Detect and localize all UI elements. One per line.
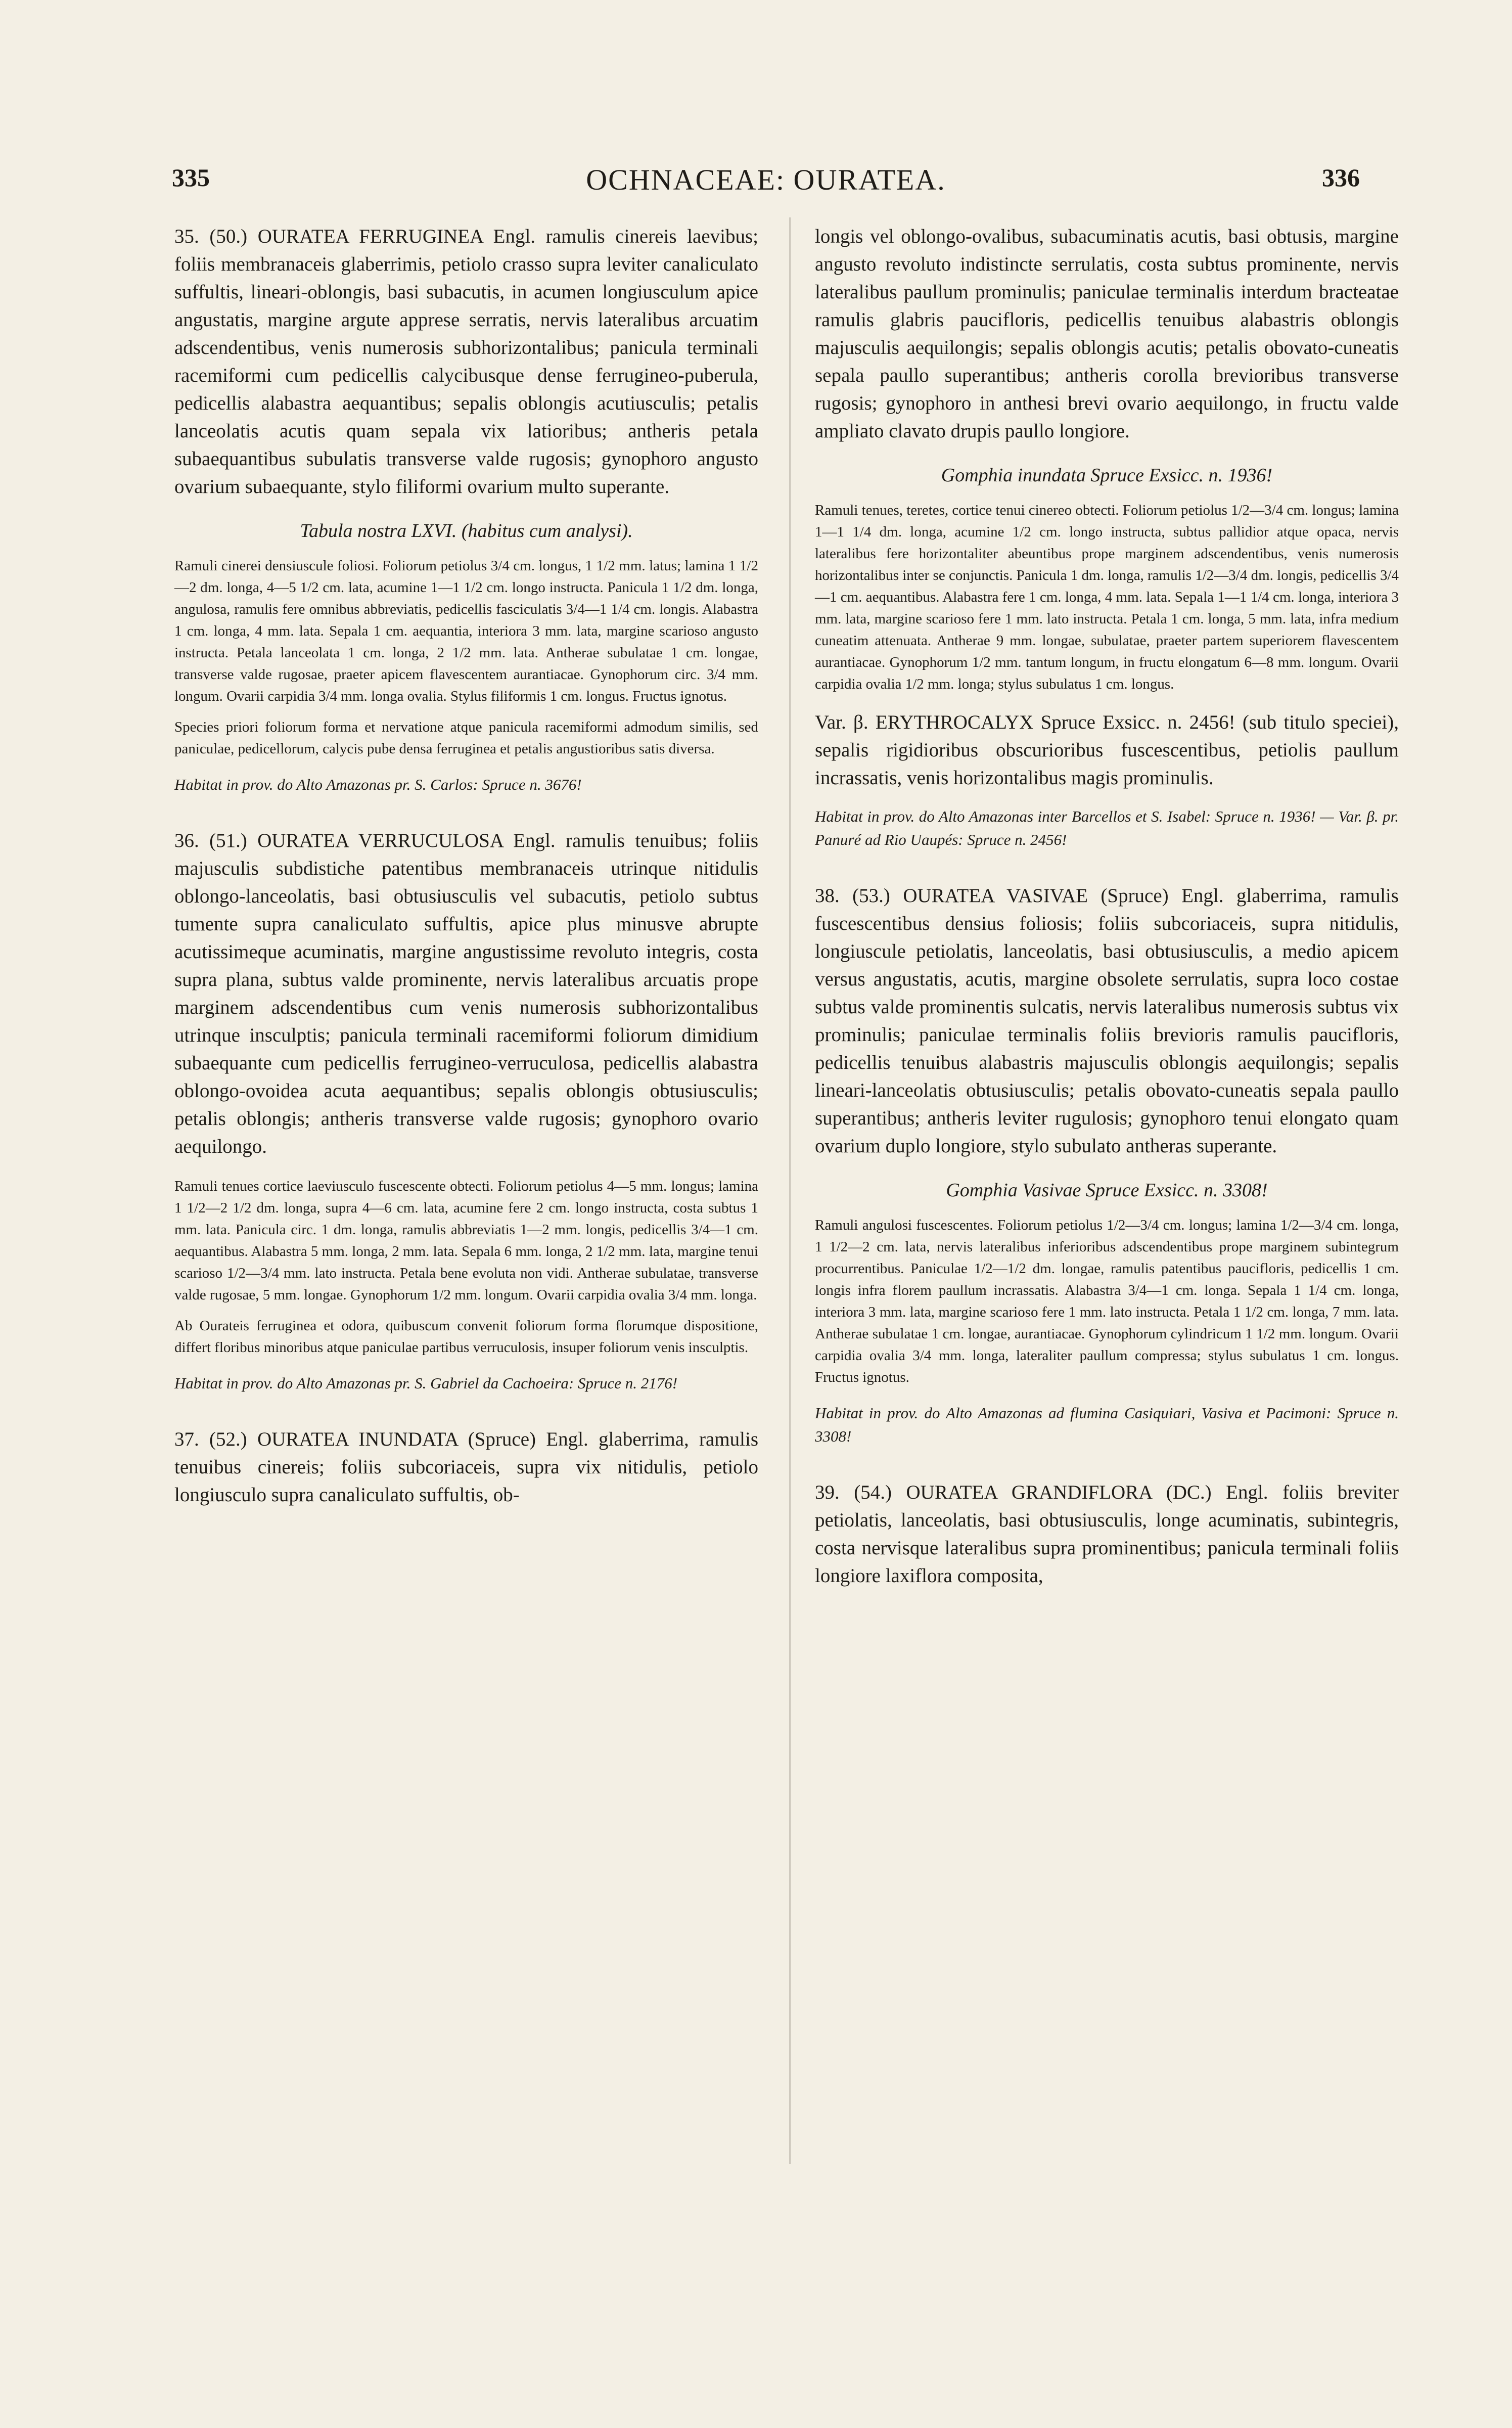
entry-38-reference: Gomphia Vasivae Spruce Exsicc. n. 3308!	[946, 1180, 1268, 1201]
left-column	[174, 222, 758, 1539]
right-column	[815, 222, 1399, 1620]
entry-35-heading: 35. (50.) OURATEA FERRUGINEA Engl.	[174, 226, 536, 247]
entry-35-description: ramulis cinereis laevibus; foliis membranaceis glaberrimis, petiolo crasso supra leviter canaliculato suffultis, lineari-oblongis, basi subacutis, in acumen longiusculum apice angustatis, margine argute apprese serratis, nervis lateralibus arcuatim adscendentibus, venis numerosis subhorizontalibus; panicula terminali racemiformi cum pedicellis calycibusque dense ferrugineo-puberula, pedicellis alabastra aequantibus; sepalis oblongis acutiusculis; petalis lanceolatis acutis quam sepala vix latioribus; antheris petala subaequantibus subulatis transverse valde rugosis; gynophoro angusto ovarium subaequante, stylo filiformi ovarium multo superante.	[174, 226, 758, 498]
entry-39-body	[815, 1478, 1399, 1590]
entry-37-variety: Var. β. ERYTHROCALYX Spruce Exsicc. n. 2456! (sub titulo speciei), sepalis rigidioribus obscurioribus fuscescentibus, petiolis paullum incrassatis, venis horizontalibus magis prominulis.	[815, 711, 1399, 789]
page-header	[172, 163, 1360, 208]
entry-37-reference: Gomphia inundata Spruce Exsicc. n. 1936!	[941, 465, 1273, 486]
entry-39-heading: 39. (54.) OURATEA GRANDIFLORA (DC.) Engl.	[815, 1481, 1268, 1503]
entry-35-habitat: Habitat in prov. do Alto Amazonas pr. S. Carlos: Spruce n. 3676!	[174, 776, 582, 793]
entry-36-description: ramulis tenuibus; foliis majusculis subdistiche patentibus membranaceis utrinque nitidulis oblongo-lanceolatis, basi obtusiusculis vel subacutis, petiolo subtus tumente supra canaliculato suffultis, apice plus minusve abrupte acutissimeque acuminatis, margine angustissime revoluto integris, costa supra plana, subtus valde prominente, nervis lateralibus arcuatis prope marginem adscendentibus cum venis numerosis subhorizontalibus utrinque insculptis; panicula terminali racemiformi foliorum dimidium subaequante cum pedicellis ferrugineo-verruculosa, pedicellis alabastra oblongo-ovoidea acuta aequantibus; sepalis oblongis obtusiusculis; petalis oblongis; antheris transverse valde rugosis; gynophoro ovario aequilongo.	[174, 830, 758, 1157]
entry-37-measurements: Ramuli tenues, teretes, cortice tenui cinereo obtecti. Foliorum petiolus 1/2—3/4 cm. longus; lamina 1—1 1/4 dm. longa, acumine 1/2 cm. longo instructa, subtus pallidior atque opaca, nervis lateralibus fere horizontaliter abeuntibus prope marginem adscendentibus, venis numerosis horizontalibus inter se conjunctis. Panicula 1 dm. longa, ramulis 1/2—3/4 dm. longis, pedicellis 3/4—1 cm. aequantibus. Alabastra fere 1 cm. longa, 4 mm. lata. Sepala 1—1 1/4 cm. longa, interiora 3 mm. lata, margine scarioso fere 1 mm. lato instructa. Petala 1 cm. longa, 5 mm. lata, infra medium cuneatim attenuata. Antherae 9 mm. longae, subulatae, praeter partem superiorem flavescentem aurantiacae. Gynophorum 1/2 mm. tantum longum, in fructu elongatum 6—8 mm. longum. Ovarii carpidia ovalia 1/2 mm. longa; stylus subulatus 1 cm. longus.	[815, 502, 1399, 692]
column-divider	[790, 217, 791, 2164]
entry-37-ouratea-inundata	[174, 1425, 758, 1509]
entry-37-description: glaberrima, ramulis tenuibus cinereis; foliis subcoriaceis, supra vix nitidulis, petiolo longiusculo supra canaliculato suffultis, ob-	[174, 1428, 758, 1506]
entry-35-tabula: Tabula nostra LXVI. (habitus cum analysi).	[300, 520, 633, 542]
entry-38-measurements: Ramuli angulosi fuscescentes. Foliorum petiolus 1/2—3/4 cm. longus; lamina 1/2—3/4 cm. longa, 1 1/2—2 cm. lata, nervis lateralibus inferioribus adscendentibus prope marginem subintegrum procurrentibus. Paniculae 1/2—1/2 dm. longae, ramulis patentibus paucifloris, pedicellis 1 cm. longis infra florem paullum incrassatis. Alabastra 3/4—1 cm. longa. Sepala 1 1/4 cm. longa, interiora 3 mm. lata, margine scarioso fere 1 mm. lato instructa. Petala 1 1/2 cm. longa, 7 mm. lata. Antherae subulatae 1 cm. longae, aurantiacae. Gynophorum cylindricum 1 1/2 mm. longum. Ovarii carpidia ovalia 3/4 mm. longa, lateraliter paullum compressa; stylus subulatus 1 cm. longus. Fructus ignotus.	[815, 1217, 1399, 1385]
entry-36-measurements: Ramuli tenues cortice laeviusculo fuscescente obtecti. Foliorum petiolus 4—5 mm. longus; lamina 1 1/2—2 1/2 dm. longa, supra 4—6 cm. lata, acumine fere 2 cm. longo instructa, costa subtus 1 mm. lata. Panicula circ. 1 dm. longa, ramulis abbreviatis 1—2 mm. longis, pedicellis 3/4—1 cm. aequantibus. Alabastra 5 mm. longa, 2 mm. lata. Sepala 6 mm. longa, 2 1/2 mm. lata, margine tenui scarioso 1/2—3/4 mm. lato instructa. Petala bene evoluta non vidi. Antherae subulatae, transverse valde rugosae, 5 mm. longae. Gynophorum 1/2 mm. longum. Ovarii carpidia ovalia 3/4 mm. longa.	[174, 1178, 758, 1303]
entry-39-description: foliis breviter petiolatis, lanceolatis, basi obtusiusculis, longe acuminatis, subintegris, costa nervisque lateralibus supra prominentibus; panicula terminali foliis longiore laxiflora composita,	[815, 1481, 1399, 1587]
entry-37-continued	[815, 222, 1399, 851]
entry-38-description: glaberrima, ramulis fuscescentibus densius foliosis; foliis subcoriaceis, supra nitidulis, longiuscule petiolatis, lanceolatis, basi obtusiusculis, a medio apicem versus angustatis, acutis, margine obsolete serrulatis, supra loco costae subtus valde prominentis sulcatis, nervis lateralibus numerosis subtus vix prominulis; paniculae terminalis foliis brevioris ramulis paucifloris, pedicellis tenuibus alabastris majusculis oblongis aequilongis; sepalis lineari-lanceolatis obtusiusculis; petalis obovato-cuneatis sepala paullo superantibus; antheris leviter rugulosis; gynophoro tenui elongato quam ovarium duplo longiore, stylo subulato antheras superante.	[815, 885, 1399, 1157]
entry-36-heading: 36. (51.) OURATEA VERRUCULOSA Engl.	[174, 830, 556, 851]
entry-35-body	[174, 222, 758, 501]
running-title: OCHNACEAE: OURATEA.	[586, 163, 946, 196]
entry-36-note: Ab Ourateis ferruginea et odora, quibuscum convenit foliorum forma florumque dispositione, differt floribus minoribus atque paniculae partibus verruculosis, insuper foliorum venis insculptis.	[174, 1318, 758, 1356]
entry-37-heading: 37. (52.) OURATEA INUNDATA (Spruce) Engl.	[174, 1428, 588, 1450]
entry-38-heading: 38. (53.) OURATEA VASIVAE (Spruce) Engl.	[815, 885, 1224, 907]
entry-35-note: Species priori foliorum forma et nervatione atque panicula racemiformi admodum similis, sed paniculae, pedicellorum, calycis pube densa ferruginea et petalis angustioribus satis diversa.	[174, 719, 758, 757]
entry-37-body	[174, 1425, 758, 1509]
entry-36-ouratea-verruculosa	[174, 827, 758, 1395]
entry-38-body	[815, 882, 1399, 1160]
entry-35-ouratea-ferruginea	[174, 222, 758, 796]
page-number-left: 335	[172, 163, 210, 192]
entry-36-body	[174, 827, 758, 1160]
entry-37-description-continued: longis vel oblongo-ovalibus, subacuminatis acutis, basi obtusis, margine angusto revoluto indistincte serrulatis, costa subtus prominente, nervis lateralibus paullum prominulis; paniculae terminalis interdum bracteatae ramulis glabris paucifloris, pedicellis tenuibus alabastris oblongis majusculis aequilongis; sepalis oblongis acutis; petalis obovato-cuneatis sepala paullo superantibus; antheris corolla brevioribus transverse rugosis; gynophoro in anthesi brevi ovario aequilongo, in fructu valde ampliato clavato drupis paullo longiore.	[815, 226, 1399, 442]
page-number-right: 336	[1322, 163, 1360, 192]
entry-38-ouratea-vasivae	[815, 882, 1399, 1448]
entry-38-habitat: Habitat in prov. do Alto Amazonas ad flumina Casiquiari, Vasiva et Pacimoni: Spruce n. 3308!	[815, 1404, 1399, 1445]
entry-39-ouratea-grandiflora	[815, 1478, 1399, 1590]
entry-35-measurements: Ramuli cinerei densiuscule foliosi. Foliorum petiolus 3/4 cm. longus, 1 1/2 mm. latus; lamina 1 1/2—2 dm. longa, 4—5 1/2 cm. lata, acumine 1—1 1/2 cm. longo instructa. Panicula 1 1/2 dm. longa, angulosa, ramulis fere omnibus abbreviatis, pedicellis fasciculatis 3/4—1 1/4 cm. longis. Alabastra 1 cm. longa, 4 mm. lata. Sepala 1 cm. aequantia, interiora 3 mm. lata, margine scarioso angusto instructa. Petala lanceolata 1 cm. longa, 2 1/2 mm. lata. Antherae subulatae 1 cm. longae, transverse valde rugosae, praeter apicem flavescentem aurantiacae. Gynophorum circ. 3/4 mm. longum. Ovarii carpidia 3/4 mm. longa ovalia. Stylus filiformis 1 cm. longus. Fructus ignotus.	[174, 558, 758, 704]
entry-36-habitat: Habitat in prov. do Alto Amazonas pr. S. Gabriel da Cachoeira: Spruce n. 2176!	[174, 1374, 678, 1392]
entry-37-habitat: Habitat in prov. do Alto Amazonas inter Barcellos et S. Isabel: Spruce n. 1936! — Var. β. pr. Panuré ad Rio Uaupés: Spruce n. 2456!	[815, 807, 1399, 848]
